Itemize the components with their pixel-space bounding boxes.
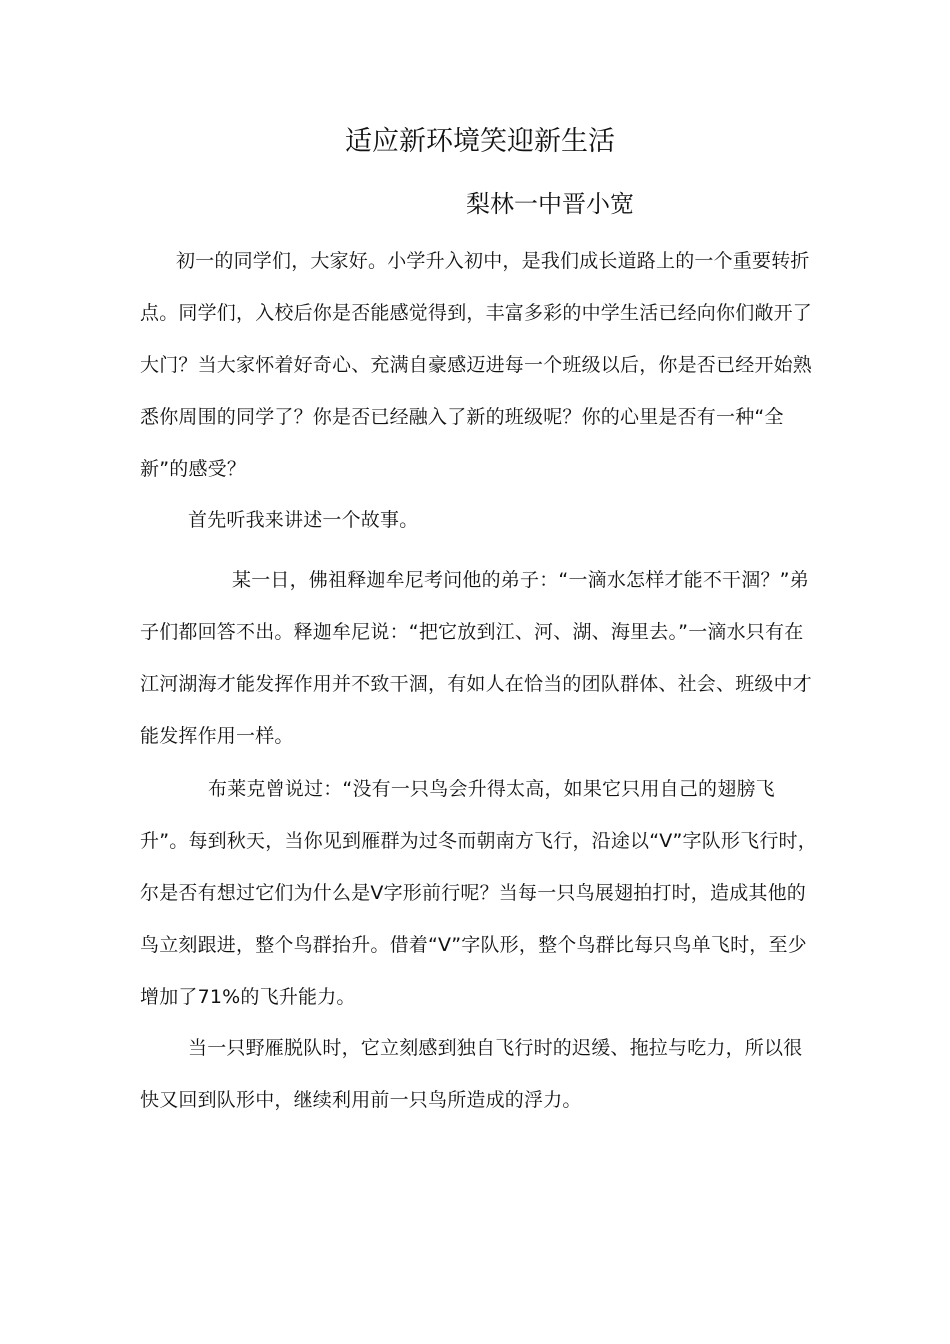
paragraph-geese-formation: 布莱克曾说过：“没有一只鸟会升得太高，如果它只用自己的翅膀飞升”。每到秋天，当你见到雁群为过冬而朝南方飞行，沿途以“V”字队形飞行时，尔是否有想过它们为什么是V字形前行呢？当每一只鸟展翅拍打时，造成其他的鸟立刻跟进，整个鸟群抬升。借着“V”字队形，整个鸟群比每只鸟单飞时，至少增加了71%的飞升能力。: [140, 778, 817, 1008]
paragraph-greeting: 初一的同学们，大家好。小学升入初中，是我们成长道路上的一个重要转折点。同学们，入校后你是否能感觉得到，丰富多彩的中学生活已经向你们敞开了大门？当大家怀着好奇心、充满自豪感迈进每一个班级以后，你是否已经开始熟悉你周围的同学了？你是否已经融入了新的班级呢？你的心里是否有一种“全新”的感受？: [140, 250, 813, 480]
paragraph-goose-returns: 当一只野雁脱队时，它立刻感到独自飞行时的迟缓、拖拉与吃力，所以很快又回到队形中，继续利用前一只鸟所造成的浮力。: [140, 1037, 803, 1111]
document-title: 适应新环境笑迎新生活: [345, 126, 615, 157]
document-author: 梨林一中晋小宽: [466, 190, 634, 218]
paragraph-story-intro: 首先听我来讲述一个故事。: [188, 509, 419, 531]
paragraph-water-drop-story: 某一日，佛祖释迦牟尼考问他的弟子：“一滴水怎样才能不干涸？”弟子们都回答不出。释迦牟尼说：“把它放到江、河、湖、海里去。”一滴水只有在江河湖海才能发挥作用并不致干涸，有如人在恰当的团队群体、社会、班级中才能发挥作用一样。: [140, 569, 813, 747]
